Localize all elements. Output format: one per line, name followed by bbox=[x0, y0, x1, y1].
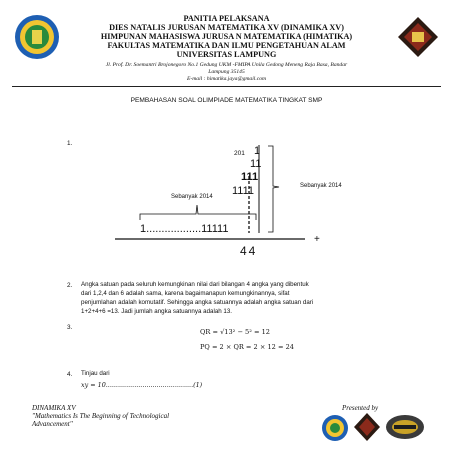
q4-intro: Tinjau dari bbox=[81, 370, 110, 377]
q2-line-3: penjumlahan adalah komutatif. Sehingga angka satuannya adalah angka satuan dari bbox=[81, 299, 314, 306]
footer-line-2: "Mathematics Is The Beginning of Technological bbox=[32, 412, 170, 420]
header-line-1: PANITIA PELAKSANA bbox=[183, 14, 270, 23]
sebanyak-right-label: Sebanyak 2014 bbox=[300, 183, 342, 189]
label-201: 201 bbox=[234, 150, 245, 157]
footer-line-1: DINAMIKA XV bbox=[32, 404, 76, 412]
row-11: 11 bbox=[250, 158, 262, 170]
q2-line-2: dari 1,2,4 dan 6 adalah sama, karena bagaimanapun kemungkinannya, sifat bbox=[81, 290, 290, 297]
right-brace bbox=[268, 146, 279, 232]
footer-logo-university bbox=[321, 414, 349, 442]
question-3-number: 3. bbox=[67, 324, 73, 331]
header-line-3: HIMPUNAN MAHASISWA JURUSA N MATEMATIKA (HIMATIKA) bbox=[100, 32, 353, 41]
q4-equation: xy = 10...........................................(1) bbox=[81, 381, 203, 389]
footer-line-3: Advancement" bbox=[32, 420, 73, 428]
question-2-number: 2. bbox=[67, 282, 73, 289]
question-4-number: 4. bbox=[67, 371, 73, 378]
q3-equation-2: PQ = 2 × QR = 2 × 12 = 24 bbox=[200, 343, 294, 351]
header-divider bbox=[12, 86, 441, 87]
sum-result: 44 bbox=[240, 244, 258, 258]
sebanyak-left-label: Sebanyak 2014 bbox=[171, 194, 213, 200]
address-line-2: Lampung 35145 bbox=[208, 69, 245, 75]
q2-line-4: 1+2+4+6 =13. Jadi jumlah angka satuannya adalah 13. bbox=[81, 308, 233, 315]
header-line-5: UNIVERSITAS LAMPUNG bbox=[176, 50, 277, 59]
document-title: PEMBAHASAN SOAL OLIMPIADE MATEMATIKA TINGKAT SMP bbox=[130, 97, 323, 104]
row-long: 1..................11111 bbox=[140, 223, 229, 235]
header-line-2: DIES NATALIS JURUSAN MATEMATIKA XV (DINAMIKA XV) bbox=[109, 23, 344, 32]
header-line-4: FAKULTAS MATEMATIKA DAN ILMU PENGETAHUAN ALAM bbox=[107, 41, 346, 50]
footer-logo-himatika bbox=[353, 412, 381, 442]
footer-logo-dinamika bbox=[385, 414, 425, 440]
email-line: E-mail : himatika.jaya@gmail.com bbox=[186, 76, 267, 82]
presented-by: Presented by bbox=[342, 404, 379, 412]
row-111: 111 bbox=[241, 171, 259, 183]
q3-equation-1: QR = √13² − 5² = 12 bbox=[200, 328, 270, 336]
address-line-1: Jl. Prof. Dr. Soemantri Brojonegoro No.1 Gedung UKM -FMIPA Unila Gedong Meneng Raja Basa, Bandar bbox=[105, 62, 348, 68]
plus-sign: + bbox=[314, 234, 320, 245]
q2-line-1: Angka satuan pada seluruh kemungkinan nilai dari bilangan 4 angka yang dibentuk bbox=[81, 281, 309, 288]
row-1111: 1111 bbox=[232, 185, 255, 197]
row-1: 1 bbox=[254, 145, 261, 157]
question-1-number: 1. bbox=[67, 140, 73, 147]
left-brace bbox=[140, 205, 256, 220]
